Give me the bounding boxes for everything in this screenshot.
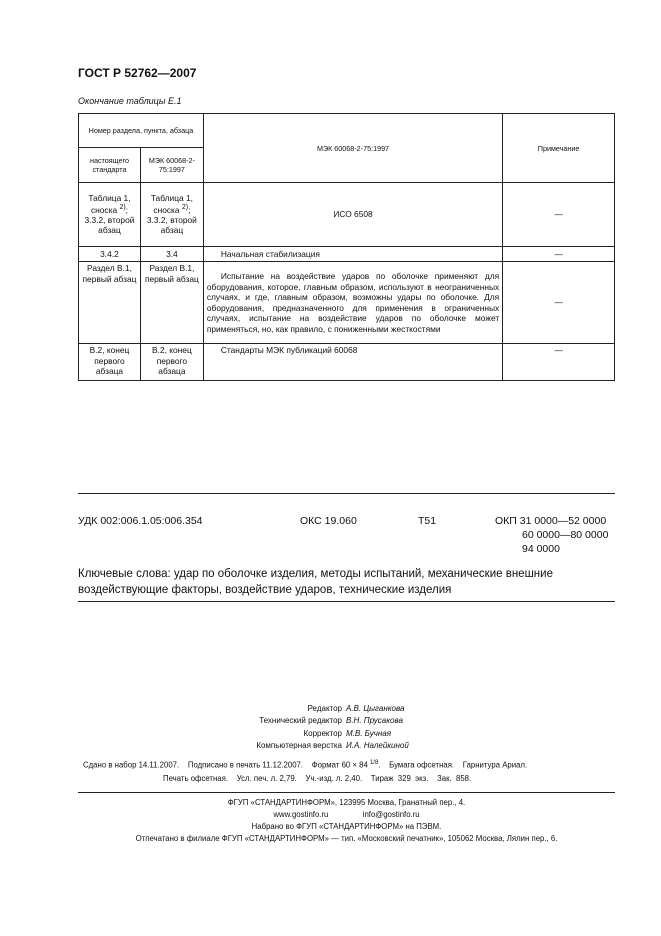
- table-row: [79, 183, 615, 247]
- credits-names: [346, 703, 409, 753]
- keywords: Ключевые слова: удар по оболочке изделия, методы испытаний, механические внешние воздействующие факторы, воздействие ударов, технические изделия: [78, 568, 553, 597]
- okp-code-1: ОКП 31 0000—52 0000: [495, 515, 607, 527]
- udk-code: УДК 002:006.1.05:006.354: [78, 515, 203, 527]
- email-link[interactable]: info@gostinfo.ru: [362, 810, 420, 820]
- cell-iec: [140, 183, 203, 247]
- divider: [78, 601, 615, 602]
- cell-note: —: [503, 247, 615, 262]
- okp-code-2: 60 0000—80 0000: [522, 529, 609, 541]
- cell-iec-text: Стандарты МЭК публикаций 60068: [203, 344, 502, 381]
- cell-this-standard: [79, 183, 141, 247]
- table-row: [79, 262, 615, 344]
- cell-text-tail: ; 3.3.2, второй абзац: [84, 204, 135, 236]
- cell-this-standard: 3.4.2: [79, 247, 141, 262]
- header-this-standard: настоящего стандарта: [79, 148, 141, 183]
- cell-iec-text: Начальная стабилизация: [203, 247, 502, 262]
- table-row: [79, 344, 615, 381]
- document-header: ГОСТ Р 52762—2007: [78, 66, 197, 80]
- cell-iec: В.2, конец первого абзаца: [140, 344, 203, 381]
- footnote-mark: 2): [119, 203, 126, 211]
- typeset-info: Набрано во ФГУП «СТАНДАРТИНФОРМ» на ПЭВМ.: [251, 822, 442, 832]
- credit-role: Корректор: [303, 728, 342, 738]
- cell-note: —: [503, 183, 615, 247]
- credit-name: М.В. Бучная: [346, 728, 391, 738]
- publisher-address: ФГУП «СТАНДАРТИНФОРМ», 123995 Москва, Гранатный пер., 4.: [227, 798, 466, 807]
- cell-text-tail: ; 3.3.2, второй абзац: [146, 204, 197, 236]
- imprint-line-1: [83, 760, 527, 770]
- divider: [78, 792, 615, 793]
- credit-name: А.В. Цыганкова: [346, 704, 405, 713]
- header-group: Номер раздела, пункта, абзаца: [79, 114, 204, 148]
- data-table: [78, 113, 615, 381]
- cell-iec-text: Испытание на воздействие ударов по оболочке применяют для оборудования, которое, главным образом, используют в неограниченных случаях, и где, главным образом, возможны удары по оболочке. Для оборудования, предназначенного для применения в ограниченных случаях, испытание на воздействие ударов по оболочке может применяться, но, как правило, с пониженными жесткостями: [203, 262, 502, 344]
- cell-this-standard: Раздел В.1, первый абзац: [79, 262, 141, 344]
- footnote-mark: 2): [181, 203, 189, 211]
- cell-iec: 3.4: [140, 247, 203, 262]
- credit-role: Компьютерная верстка: [256, 741, 342, 751]
- imprint-text-tail: . Бумага офсетная. Гарнитура Ариал.: [378, 760, 528, 770]
- credit-role: Технический редактор: [259, 716, 342, 726]
- table-row: [79, 247, 615, 262]
- cell-text: Таблица 1, сноска: [150, 193, 193, 215]
- t-code: Т51: [418, 515, 437, 527]
- header-iec-number: МЭК 60068-2-75:1997: [140, 148, 203, 183]
- printed-info: Отпечатано в филиале ФГУП «СТАНДАРТИНФОРМ» — тип. «Московский печатник», 105062 Москва, Лялин пер., 6.: [135, 834, 558, 844]
- imprint-line-2: Печать офсетная. Усл. печ. л. 2,79. Уч.-изд. л. 2,40. Тираж 329 экз. Зак. 858.: [163, 774, 472, 783]
- oks-code: ОКС 19.060: [300, 515, 357, 527]
- credit-name: В.Н. Прусакова: [346, 716, 403, 726]
- credit-role: Редактор: [307, 704, 342, 713]
- website-link[interactable]: www.gostinfo.ru: [273, 810, 329, 820]
- format-fraction: 1/8: [369, 760, 379, 766]
- header-iec: МЭК 60068-2-75:1997: [203, 114, 502, 183]
- credit-name: И.А. Налейкиной: [346, 741, 409, 751]
- cell-this-standard: В.2, конец первого абзаца: [79, 344, 141, 381]
- header-note: Примечание: [503, 114, 615, 183]
- table-caption: Окончание таблицы Е.1: [78, 96, 182, 106]
- credits-roles: [230, 703, 342, 753]
- cell-iec-text: ИСО 6508: [203, 183, 502, 247]
- cell-note: —: [503, 262, 615, 344]
- imprint-text: Сдано в набор 14.11.2007. Подписано в печать 11.12.2007. Формат 60 × 84: [83, 760, 368, 770]
- okp-code-3: 94 0000: [522, 543, 560, 555]
- cell-note: —: [503, 344, 615, 381]
- cell-iec: Раздел В.1, первый абзац: [140, 262, 203, 344]
- publisher-footer: [78, 797, 615, 845]
- publisher-contacts: [78, 809, 615, 821]
- divider: [78, 493, 615, 494]
- cell-text: Таблица 1, сноска: [88, 193, 131, 215]
